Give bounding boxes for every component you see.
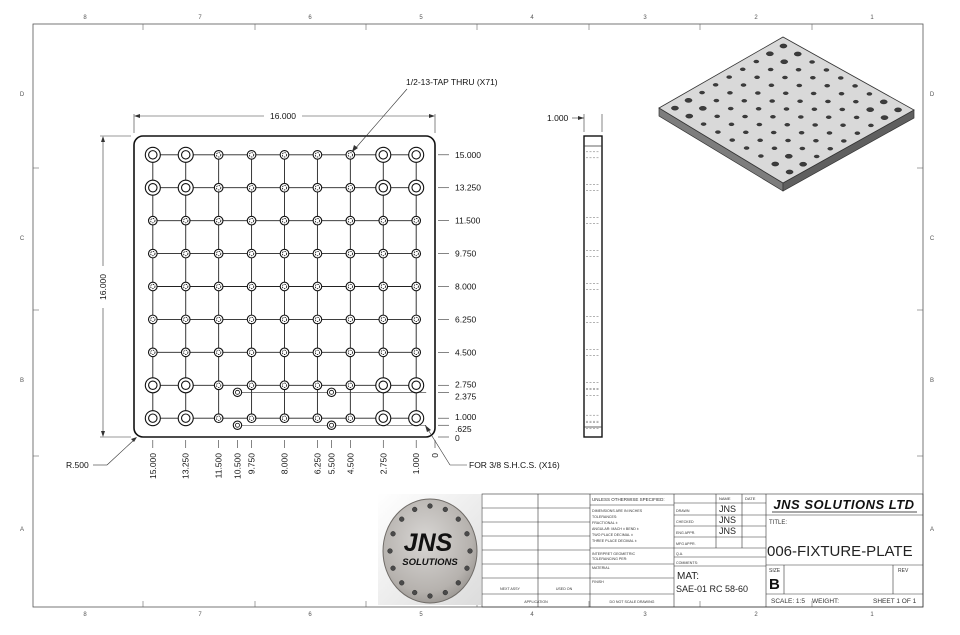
tapped-hole: [214, 249, 223, 258]
iso-hole: [740, 68, 745, 71]
tapped-hole: [313, 381, 322, 390]
zone-label-top: 7: [198, 15, 202, 21]
zone-label-bottom: 5: [419, 612, 423, 618]
disc-bolt: [456, 580, 461, 585]
tapped-hole: [346, 348, 355, 357]
iso-hole: [881, 116, 888, 120]
col-position-label: 11.500: [213, 453, 224, 479]
counterbore-hole-inner: [182, 151, 190, 159]
tap-note: 1/2-13-TAP THRU (X71): [406, 77, 498, 87]
note-line-8: TOLERANCING PER:: [592, 557, 628, 561]
tapped-hole: [181, 249, 190, 258]
iso-hole: [796, 68, 801, 71]
isometric-view: [659, 37, 914, 191]
dowel-hole: [233, 421, 241, 429]
zone-label-left: C: [19, 236, 25, 242]
note-line-3: FRACTIONAL ±: [592, 521, 618, 525]
tapped-hole: [346, 414, 355, 423]
col-position-label: 10.500: [232, 453, 243, 479]
thickness-label: 1.000: [547, 113, 569, 123]
tapped-hole: [214, 183, 223, 192]
iso-hole: [798, 115, 803, 118]
tapped-hole: [346, 315, 355, 324]
iso-hole: [770, 100, 775, 103]
note-line-2: TOLERANCES:: [592, 515, 618, 519]
iso-hole: [755, 92, 760, 95]
mfg-appr-label: MFG APPR.: [676, 542, 696, 546]
iso-hole: [685, 98, 692, 102]
counterbore-hole-inner: [182, 184, 190, 192]
tapped-hole: [412, 282, 421, 291]
photo-logo-solutions: SOLUTIONS: [402, 557, 458, 568]
tapped-hole: [247, 216, 256, 225]
counterbore-hole-inner: [412, 381, 420, 389]
tapped-hole: [412, 348, 421, 357]
zone-label-bottom: 3: [643, 612, 647, 618]
tapped-hole: [280, 381, 289, 390]
tapped-hole: [313, 249, 322, 258]
tapped-hole: [379, 249, 388, 258]
tapped-hole: [280, 348, 289, 357]
plate-side-outline: [584, 136, 602, 437]
tapped-hole: [313, 315, 322, 324]
tapped-hole: [280, 282, 289, 291]
tapped-hole: [149, 348, 158, 357]
company-name: JNS SOLUTIONS LTD: [773, 497, 915, 512]
tapped-hole: [214, 348, 223, 357]
counterbore-hole-inner: [182, 414, 190, 422]
tapped-hole: [313, 151, 322, 160]
tapped-hole: [313, 414, 322, 423]
iso-hole: [785, 154, 792, 158]
overall-width-label: 16.000: [270, 111, 296, 121]
iso-hole: [727, 91, 732, 94]
iso-hole: [814, 155, 819, 158]
disc-bolt: [412, 507, 417, 512]
iso-hole: [812, 108, 817, 111]
iso-hole: [701, 123, 706, 126]
iso-hole: [744, 147, 749, 150]
tapped-hole: [280, 151, 289, 160]
iso-hole: [868, 124, 873, 127]
counterbore-hole-inner: [379, 414, 387, 422]
iso-hole: [768, 68, 773, 71]
material-label: MAT:: [677, 571, 700, 582]
tapped-hole: [379, 348, 388, 357]
iso-hole: [671, 106, 678, 110]
tapped-hole: [412, 216, 421, 225]
iso-hole: [839, 92, 844, 95]
iso-hole: [783, 92, 788, 95]
disc-bolt: [443, 590, 448, 595]
iso-hole-pattern: [671, 44, 901, 174]
iso-hole: [810, 76, 815, 79]
overall-width-dimension: [134, 111, 435, 133]
notes-heading: UNLESS OTHERWISE SPECIFIED:: [592, 497, 665, 502]
zone-label-bottom: 4: [530, 612, 534, 618]
zone-label-left: D: [19, 92, 25, 98]
tapped-hole: [214, 216, 223, 225]
iso-hole: [785, 123, 790, 126]
iso-hole: [780, 44, 787, 48]
zone-label-left: B: [19, 378, 25, 384]
tapped-hole: [346, 151, 355, 160]
tapped-hole: [346, 381, 355, 390]
note-line-4: ANGULAR: MACH ± BEND ±: [592, 527, 639, 531]
iso-hole: [769, 84, 774, 87]
zone-label-right: B: [929, 378, 935, 384]
title-block-text: [500, 496, 917, 605]
col-position-label: 5.500: [326, 453, 337, 475]
iso-hole: [867, 108, 874, 112]
disc-bolt: [399, 517, 404, 522]
iso-hole: [825, 100, 830, 103]
eng-appr-label: ENG APPR.: [676, 531, 696, 535]
iso-hole: [797, 100, 802, 103]
disc-bolt: [391, 531, 396, 536]
front-view: [66, 77, 560, 479]
tapped-hole: [379, 282, 388, 291]
iso-hole: [741, 84, 746, 87]
tapped-hole: [247, 381, 256, 390]
iso-hole: [852, 84, 857, 87]
tapped-hole: [280, 216, 289, 225]
counterbore-hole-inner: [149, 184, 157, 192]
corner-radius-callout: [66, 437, 137, 470]
counterbore-hole-inner: [412, 151, 420, 159]
corner-radius-label: R.500: [66, 460, 89, 470]
note-line-7: INTERPRET GEOMETRIC: [592, 552, 636, 556]
tapped-hole: [149, 249, 158, 258]
tapped-hole: [379, 216, 388, 225]
used-on-label: USED ON: [555, 587, 573, 591]
thickness-dimension: [547, 113, 602, 132]
iso-hole: [825, 84, 830, 87]
tapped-hole: [412, 315, 421, 324]
tapped-hole: [247, 151, 256, 160]
disc-bolt: [468, 549, 473, 554]
tapped-hole: [313, 183, 322, 192]
zone-label-bottom: 7: [198, 612, 202, 618]
row-position-label: 11.500: [455, 215, 481, 226]
tapped-hole: [412, 249, 421, 258]
iso-hole: [841, 139, 846, 142]
zone-label-right: C: [929, 236, 935, 242]
tapped-hole: [280, 183, 289, 192]
tapped-hole: [247, 249, 256, 258]
row-position-label: 13.250: [455, 182, 481, 193]
iso-hole: [781, 60, 788, 64]
iso-hole: [758, 155, 763, 158]
eng-appr-by: JNS: [719, 526, 737, 536]
disc-bolt: [428, 594, 433, 599]
tapped-hole: [313, 282, 322, 291]
row-position-label: 1.000: [455, 412, 477, 423]
tapped-hole: [346, 282, 355, 291]
tapped-hole: [149, 216, 158, 225]
row-position-label: .625: [455, 424, 472, 435]
iso-hole: [756, 107, 761, 110]
iso-hole: [754, 60, 759, 63]
iso-hole: [772, 147, 777, 150]
iso-hole: [715, 115, 720, 118]
tapped-hole: [214, 151, 223, 160]
iso-hole: [714, 99, 719, 102]
counterbore-hole-inner: [379, 381, 387, 389]
iso-hole: [742, 115, 747, 118]
iso-hole: [838, 76, 843, 79]
iso-hole: [813, 123, 818, 126]
tapped-hole: [247, 282, 256, 291]
iso-hole: [811, 92, 816, 95]
size-label: SIZE: [769, 568, 781, 574]
dowel-hole: [327, 388, 335, 396]
title-field-label: TITLE:: [769, 520, 788, 526]
disc-bolt: [391, 566, 396, 571]
iso-hole: [809, 60, 814, 63]
tapped-hole: [379, 315, 388, 324]
zone-label-bottom: 8: [83, 612, 87, 618]
iso-hole: [699, 106, 706, 110]
tapped-hole: [149, 315, 158, 324]
drawn-by: JNS: [719, 504, 737, 514]
drawn-label: DRAWN: [676, 509, 690, 513]
disc-bolt: [456, 517, 461, 522]
iso-hole: [800, 162, 807, 166]
iso-hole: [730, 139, 735, 142]
zone-label-bottom: 2: [754, 612, 758, 618]
iso-hole: [715, 131, 720, 134]
iso-hole: [794, 52, 801, 56]
tapped-hole: [247, 315, 256, 324]
tapped-hole: [214, 414, 223, 423]
iso-hole: [853, 100, 858, 103]
iso-hole: [828, 147, 833, 150]
tapped-hole: [214, 282, 223, 291]
row-position-label: 2.375: [455, 391, 477, 402]
iso-hole: [771, 131, 776, 134]
tapped-hole: [313, 216, 322, 225]
col-position-label: 1.000: [411, 453, 422, 475]
iso-hole: [799, 131, 804, 134]
zone-label-right: A: [929, 527, 935, 533]
tapped-hole: [247, 348, 256, 357]
zone-label-top: 6: [308, 15, 312, 21]
shcs-note: FOR 3/8 S.H.C.S. (X16): [469, 460, 560, 470]
tapped-hole: [214, 381, 223, 390]
row-position-label: 6.250: [455, 314, 477, 325]
tapped-hole: [280, 249, 289, 258]
iso-hole: [824, 68, 829, 71]
iso-hole: [785, 139, 790, 142]
row-position-label: 2.750: [455, 379, 477, 390]
tapped-hole: [313, 348, 322, 357]
iso-hole: [826, 116, 831, 119]
note-line-1: DIMENSIONS ARE IN INCHES: [592, 509, 643, 513]
tapped-hole: [181, 315, 190, 324]
note-line-6: THREE PLACE DECIMAL ±: [592, 539, 637, 543]
col-position-label: 15.000: [147, 453, 158, 479]
row-position-label: 8.000: [455, 281, 477, 292]
zone-label-top: 3: [643, 15, 647, 21]
iso-hole: [840, 108, 845, 111]
tapped-hole: [280, 315, 289, 324]
material-value: SAE-01 RC 58-60: [676, 584, 749, 594]
disc-bolt: [465, 531, 470, 536]
counterbore-hole-inner: [149, 381, 157, 389]
scale-label: SCALE: 1:5: [771, 598, 805, 605]
tapped-hole: [247, 414, 256, 423]
rev-label: REV: [898, 568, 909, 574]
checked-label: CHECKED: [676, 520, 694, 524]
row-position-label: 0: [455, 433, 460, 443]
disc-bolt: [388, 549, 393, 554]
sheet-label: SHEET 1 OF 1: [873, 598, 917, 605]
counterbore-hole-inner: [379, 151, 387, 159]
tap-note-callout: [352, 77, 498, 152]
comments-label: COMMENTS:: [676, 561, 698, 565]
application-label: APPLICATION: [524, 600, 548, 604]
disc-bolt: [399, 580, 404, 585]
disc-bolt: [428, 504, 433, 509]
row-ordinate-dimensions: [438, 150, 481, 443]
counterbore-hole-inner: [182, 381, 190, 389]
hole-pattern: [145, 147, 423, 429]
iso-hole: [880, 100, 887, 104]
iso-hole: [757, 123, 762, 126]
col-position-label: 9.750: [246, 453, 257, 475]
size-value: B: [769, 576, 780, 593]
iso-hole: [766, 52, 773, 56]
tapped-hole: [247, 183, 256, 192]
name-header: NAME: [719, 496, 731, 501]
tapped-hole: [346, 249, 355, 258]
row-position-label: 9.750: [455, 248, 477, 259]
disc-bolt: [465, 566, 470, 571]
tapped-hole: [346, 183, 355, 192]
iso-hole: [840, 124, 845, 127]
zone-label-top: 5: [419, 15, 423, 21]
iso-hole: [894, 108, 901, 112]
overall-height-dimension: [98, 136, 131, 437]
weight-label: WEIGHT:: [812, 598, 840, 605]
counterbore-hole-inner: [149, 414, 157, 422]
iso-hole: [758, 139, 763, 142]
dowel-hole: [233, 388, 241, 396]
iso-hole: [770, 115, 775, 118]
counterbore-hole-inner: [412, 414, 420, 422]
date-header: DATE: [745, 496, 756, 501]
overall-height-label: 16.000: [98, 274, 108, 300]
zone-label-bottom: 1: [870, 612, 874, 618]
tapped-hole: [280, 414, 289, 423]
iso-hole: [867, 92, 872, 95]
note-line-5: TWO PLACE DECIMAL ±: [592, 533, 633, 537]
iso-hole: [728, 107, 733, 110]
iso-hole: [742, 99, 747, 102]
shcs-note-callout: [425, 425, 560, 470]
next-assy-label: NEXT ASSY: [500, 587, 520, 591]
iso-hole: [800, 147, 805, 150]
row-position-label: 15.000: [455, 149, 481, 160]
iso-hole: [729, 123, 734, 126]
col-position-label: 6.250: [312, 453, 323, 475]
zone-label-top: 1: [870, 15, 874, 21]
col-position-label: 8.000: [279, 453, 290, 475]
tapped-hole: [149, 282, 158, 291]
do-not-scale-label: DO NOT SCALE DRAWING: [609, 600, 655, 604]
material-field: MATERIAL: [592, 566, 610, 570]
counterbore-hole-inner: [412, 184, 420, 192]
zone-label-right: D: [929, 92, 935, 98]
iso-hole: [797, 84, 802, 87]
tapped-hole: [181, 348, 190, 357]
row-position-label: 4.500: [455, 347, 477, 358]
checked-by: JNS: [719, 515, 737, 525]
iso-hole: [772, 162, 779, 166]
zone-label-top: 8: [83, 15, 87, 21]
counterbore-hole-inner: [149, 151, 157, 159]
iso-hole: [686, 114, 693, 118]
iso-hole: [782, 76, 787, 79]
tapped-hole: [346, 216, 355, 225]
col-position-label: 0: [430, 453, 440, 458]
zone-label-left: A: [19, 527, 25, 533]
tapped-hole: [181, 282, 190, 291]
zone-label-bottom: 6: [308, 612, 312, 618]
iso-hole: [784, 108, 789, 111]
iso-hole: [727, 76, 732, 79]
side-view: [547, 113, 602, 437]
iso-hole: [754, 76, 759, 79]
iso-hole: [855, 132, 860, 135]
qa-label: Q.A.: [676, 552, 684, 556]
iso-hole: [827, 131, 832, 134]
iso-hole: [699, 91, 704, 94]
disc-bolt: [412, 590, 417, 595]
disc-bolt: [443, 507, 448, 512]
col-position-label: 2.750: [378, 453, 389, 475]
counterbore-hole-inner: [379, 184, 387, 192]
zone-label-top: 4: [530, 15, 534, 21]
iso-hole: [786, 170, 793, 174]
zone-label-top: 2: [754, 15, 758, 21]
dowel-hole: [327, 421, 335, 429]
tapped-hole: [214, 315, 223, 324]
column-ordinate-dimensions: [148, 440, 440, 479]
iso-hole: [813, 139, 818, 142]
tapped-hole: [181, 216, 190, 225]
iso-hole: [854, 116, 859, 119]
drawing-title: 006-FIXTURE-PLATE: [767, 543, 913, 560]
col-position-label: 13.250: [180, 453, 191, 479]
iso-hole: [713, 83, 718, 86]
finish-field: FINISH: [592, 580, 604, 584]
iso-hole: [743, 131, 748, 134]
col-position-label: 4.500: [345, 453, 356, 475]
photo-logo-jns: JNS: [403, 529, 453, 557]
product-photo: [378, 494, 481, 605]
